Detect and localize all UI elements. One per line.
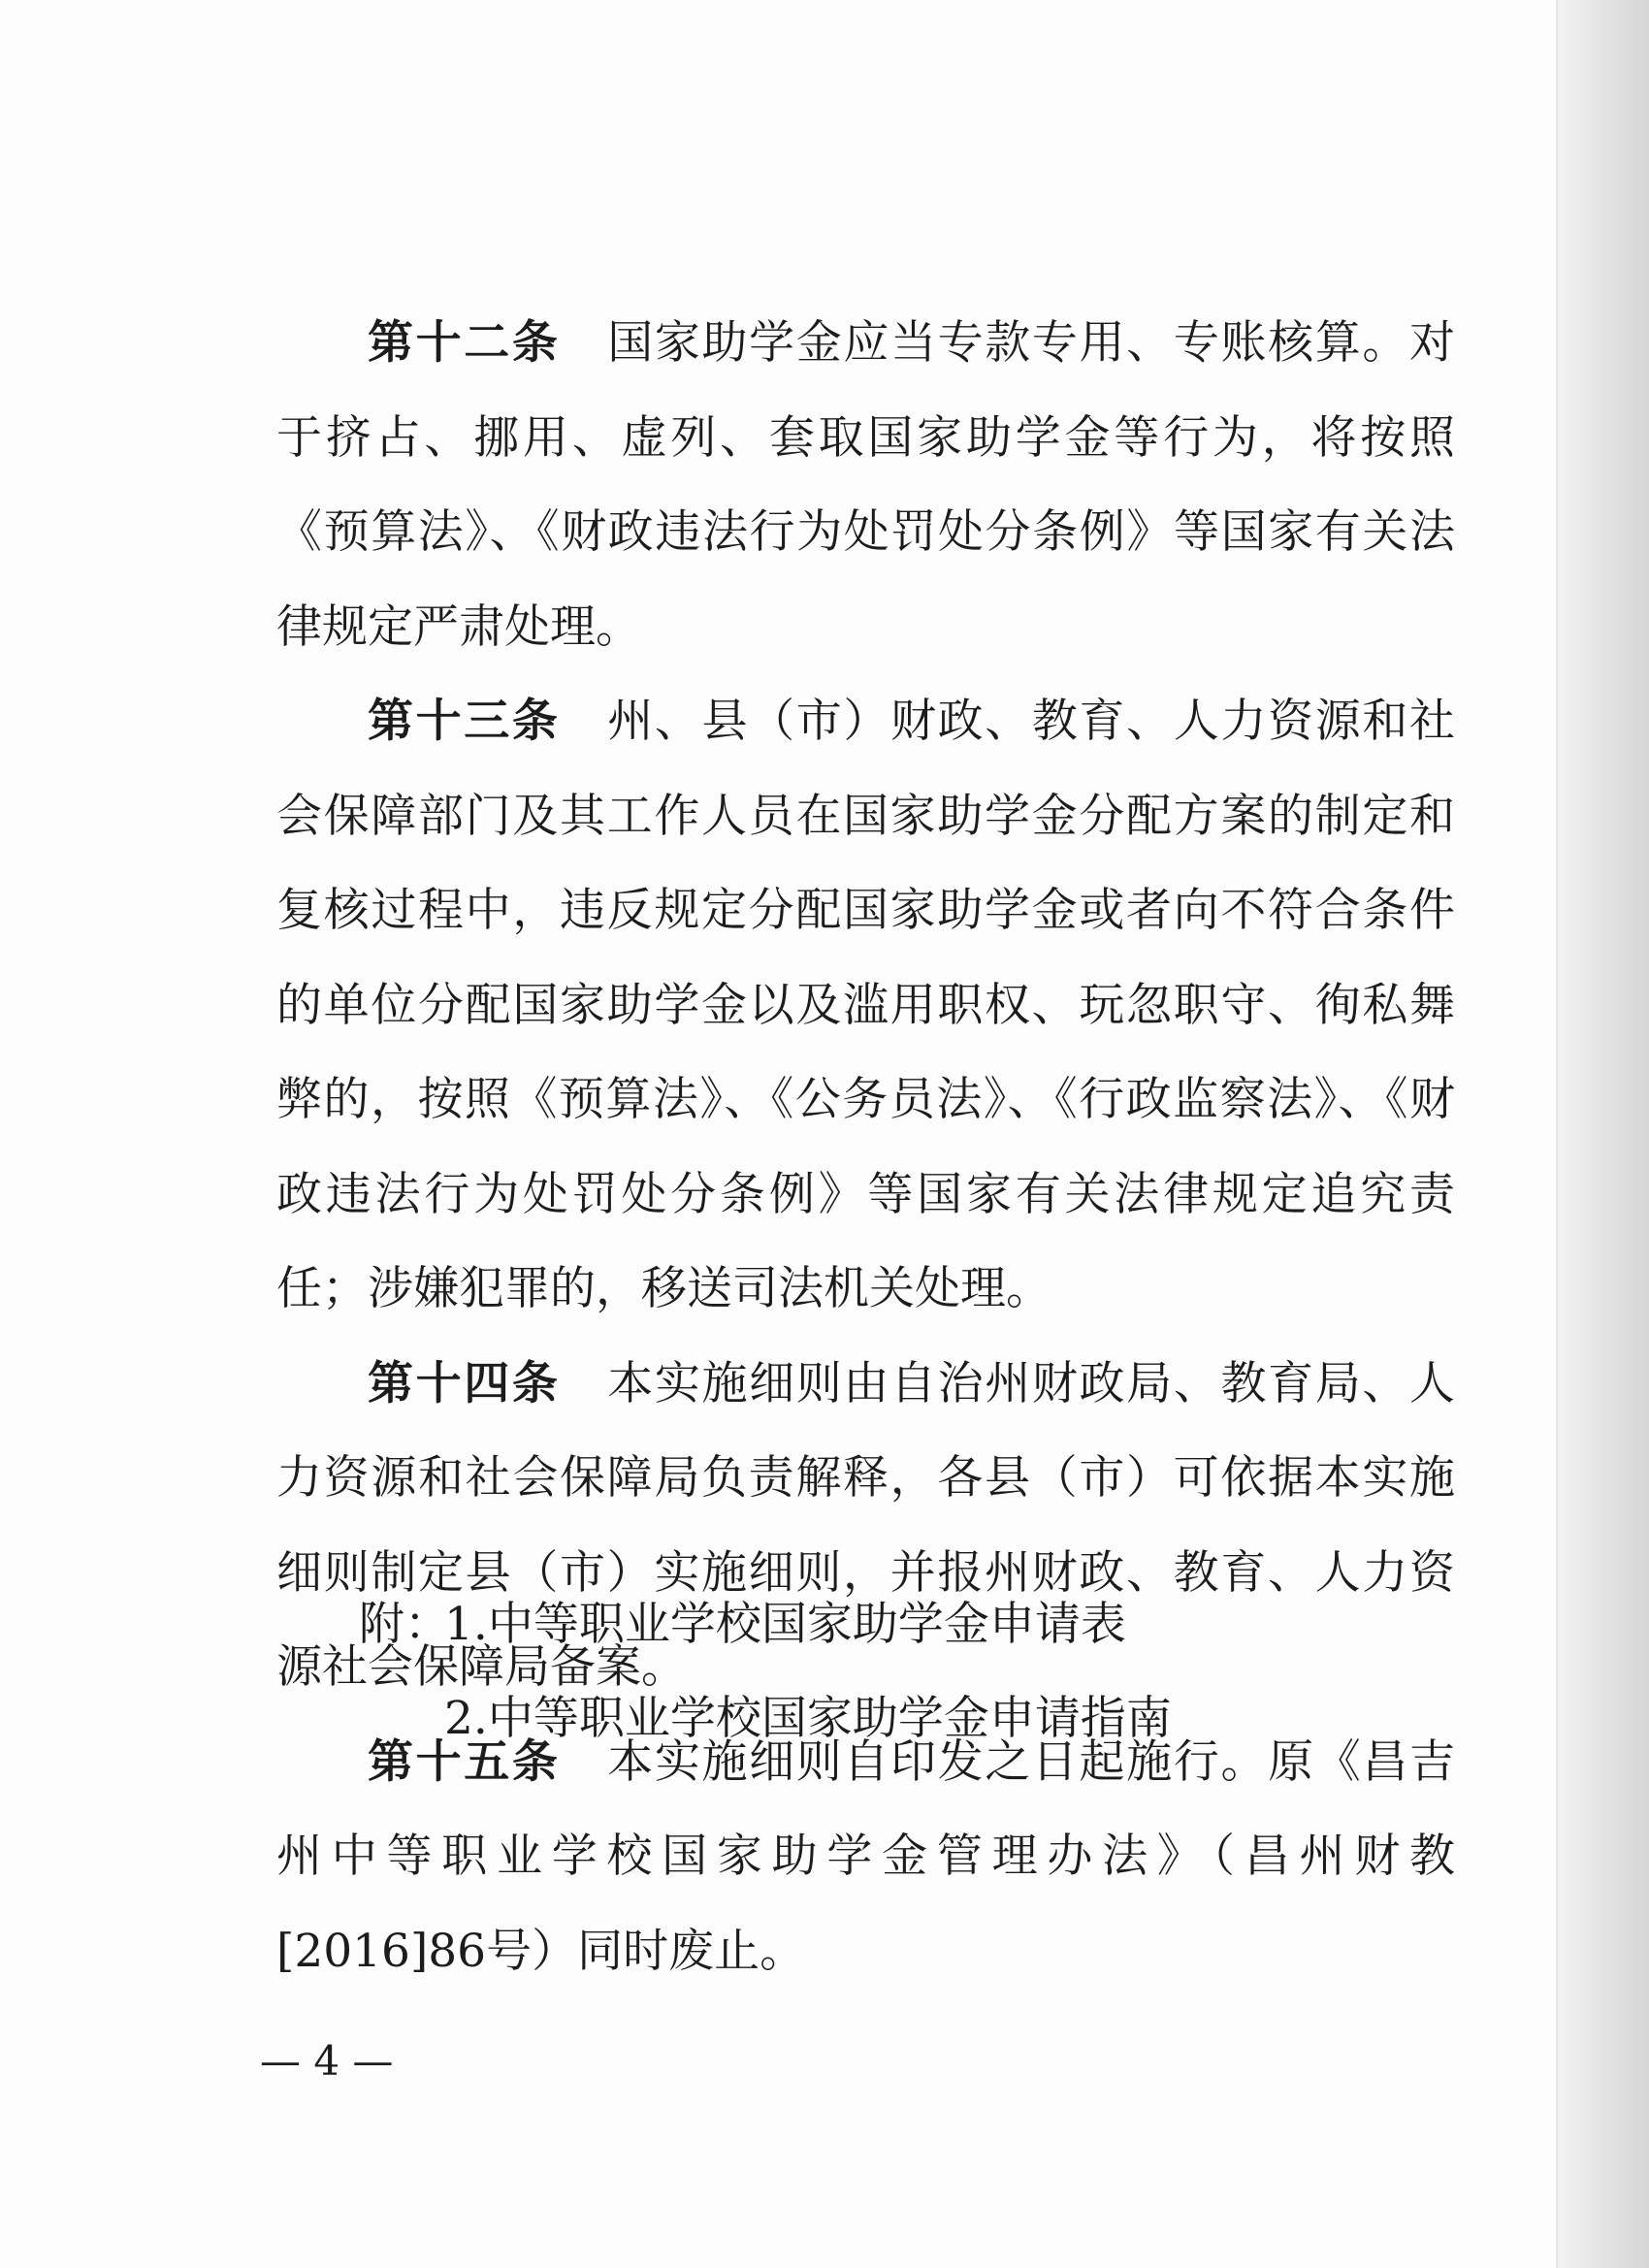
article-text: 国家助学金应当专款专用、专账核算。对于挤占、挪用、虚列、套取国家助学金等行为，将按照《预算法》、《财政违法行为处罚处分条例》等国家有关法律规定严肃处理。 [276, 316, 1456, 654]
scan-shadow [1557, 0, 1649, 2268]
scan-edge-line [1556, 0, 1558, 2268]
attachment-row [359, 1577, 1172, 1671]
article-text: 本实施细则自印发之日起施行。原《昌吉州中等职业学校国家助学金管理办法》（昌州财教[2016]86号）同时废止。 [276, 1734, 1456, 1978]
article-13 [276, 674, 1455, 1337]
article-heading: 第十二条 [368, 316, 561, 370]
attachments-list [359, 1577, 1172, 1766]
article-heading: 第十四条 [368, 1356, 561, 1410]
attachment-item: 2.中等职业学校国家助学金申请指南 [444, 1692, 1172, 1745]
page-number: — 4 — [260, 2037, 394, 2085]
article-12 [276, 296, 1455, 674]
article-heading: 第十三条 [368, 695, 561, 748]
attachment-row [359, 1671, 1172, 1766]
attachments-label: 附： [359, 1598, 450, 1651]
article-text: 州、县（市）财政、教育、人力资源和社会保障部门及其工作人员在国家助学金分配方案的制定和复核过程中，违反规定分配国家助学金或者向不符合条件的单位分配国家助学金以及滥用职权、玩忽职守、徇私舞弊的，按照《预算法》、《公务员法》、《行政监察法》、《财政违法行为处罚处分条例》等国家有关法律规定追究责任；涉嫌犯罪的，移送司法机关处理。 [276, 695, 1456, 1315]
attachment-item: 1.中等职业学校国家助学金申请表 [444, 1598, 1126, 1651]
attachment-indent [359, 1671, 444, 1766]
article-text: 本实施细则由自治州财政局、教育局、人力资源和社会保障局负责解释，各县（市）可依据本实施细则制定县（市）实施细则，并报州财政、教育、人力资源社会保障局备案。 [276, 1356, 1456, 1694]
article-heading: 第十五条 [368, 1734, 561, 1789]
